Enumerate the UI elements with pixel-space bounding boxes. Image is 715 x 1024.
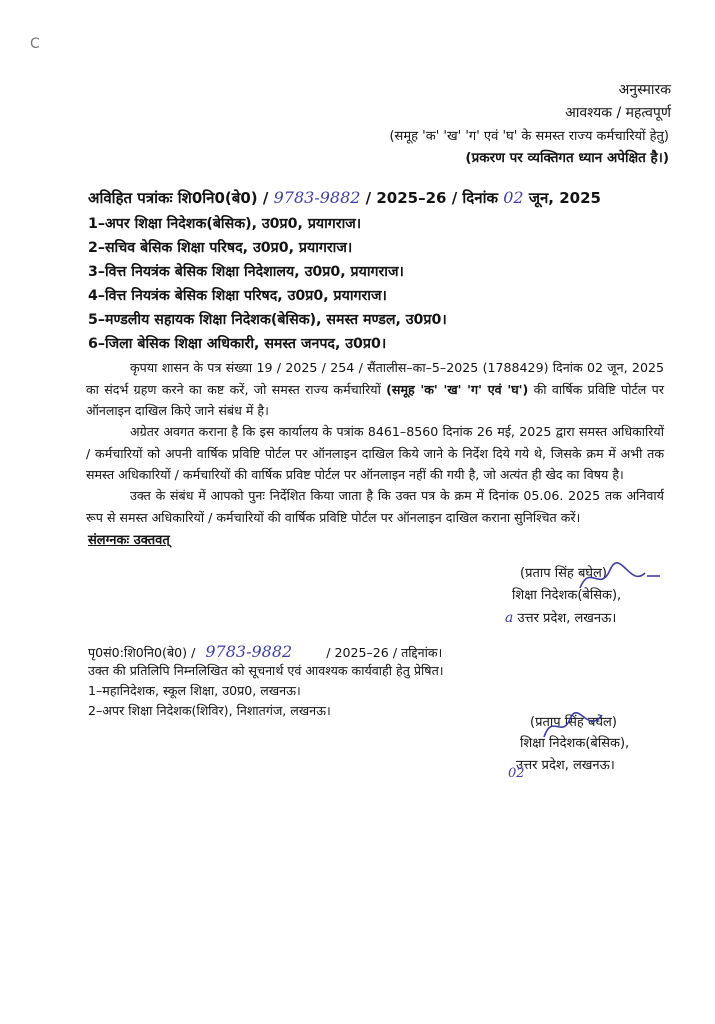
header-target-group: (समूह 'क' 'ख' 'ग' एवं 'घ' के समस्त राज्य कर्मचारियों हेतु) <box>389 129 669 144</box>
body-paragraph-1 <box>86 357 664 422</box>
handwritten-letter-number: 9783-9882 <box>273 188 361 207</box>
signature1-designation: शिक्षा निदेशक(बेसिक), <box>512 588 622 603</box>
addressee-3: 3–वित्त नियत्रंक बेसिक शिक्षा निदेशालय, उ0प्र0, प्रयागराज। <box>88 264 404 280</box>
reference-suffix: जून, 2025 <box>528 189 601 207</box>
header-reminder: अनुस्मारक <box>618 82 671 98</box>
signature2-designation: शिक्षा निदेशक(बेसिक), <box>520 736 630 751</box>
body-paragraph-3: उक्त के संबंध में आपको पुनः निर्देशित किया जाता है कि उक्त पत्र के क्रम में दिनांक 05.06. 2025 तक अनिवार्य रूप से समस्त अधिकारियों / कर्मचारियों की वार्षिक प्रविष्टि पोर्टल पर ऑनलाइन दाखिल कराना सुनिश्चित करें। <box>86 488 664 525</box>
endorsement-intro: उक्त की प्रतिलिपि निम्नलिखित को सूचनार्थ एवं आवश्यक कार्यवाही हेतु प्रेषित। <box>88 663 444 678</box>
header-attention-note: (प्रकरण पर व्यक्तिगत ध्यान अपेक्षित है।) <box>465 150 669 166</box>
reference-line <box>88 188 601 208</box>
reference-middle: / 2025–26 / दिनांक <box>365 189 498 207</box>
p1-text-start: कृपया शासन के पत्र संख्या 19 / 2025 / 254 / सैंतालीस–का–5–2025 (1788429) दिनांक 02 जून, 2025 का संदर्भ ग्रहण करने का कष्ट करें, जो समस्त राज्य कर्मचारियों <box>86 360 664 397</box>
addressee-1: 1–अपर शिक्षा निदेशक(बेसिक), उ0प्र0, प्रयागराज। <box>88 216 362 232</box>
signature1-location <box>505 608 616 626</box>
enclosure-label: संलग्नकः उक्तवत् <box>88 533 170 548</box>
signature2-name: (प्रताप सिंह बघेल) <box>530 715 617 730</box>
handwritten-date-day: 02 <box>503 188 524 207</box>
addressee-6: 6–जिला बेसिक शिक्षा अधिकारी, समस्त जनपद, उ0प्र0। <box>88 336 387 352</box>
addressee-2: 2–सचिव बेसिक शिक्षा परिषद, उ0प्र0, प्रयागराज। <box>88 240 353 256</box>
signature2-location: उत्तर प्रदेश, लखनऊ। <box>516 758 615 773</box>
p1-text-end: की वार्षिक प्रविष्टि पोर्टल पर ऑनलाइन दाखिल किऐ जाने संबंध में है। <box>86 381 664 418</box>
signature1-scribble <box>575 558 665 598</box>
endorsement-suffix: / 2025–26 / तद्दिनांक। <box>326 645 443 660</box>
reference-prefix: अविहित पत्रांकः शि0नि0(बे0) / <box>88 189 269 207</box>
header-urgency: आवश्यक / महत्वपूर्ण <box>565 105 671 121</box>
endorsement-reference <box>88 642 442 661</box>
endorsement-handwritten-number: 9783-9882 <box>205 642 293 661</box>
addressee-4: 4–वित्त नियत्रंक बेसिक शिक्षा परिषद, उ0प्र0, प्रयागराज। <box>88 288 387 304</box>
p1-group-emphasis: (समूह 'क' 'ख' 'ग' एवं 'घ') <box>386 381 529 397</box>
endorsement-prefix: पृ0सं0:शि0नि0(बे0) / <box>88 645 196 660</box>
addressee-5: 5–मण्डलीय सहायक शिक्षा निदेशक(बेसिक), समस्त मण्डल, उ0प्र0। <box>88 312 447 328</box>
signature2-initial: 02 <box>508 766 525 781</box>
endorsement-recipient-1: 1–महानिदेशक, स्कूल शिक्षा, उ0प्र0, लखनऊ। <box>88 683 301 698</box>
endorsement-recipient-2: 2–अपर शिक्षा निदेशक(शिविर), निशातगंज, लखनऊ। <box>88 703 331 718</box>
signature1-location-text: उत्तर प्रदेश, लखनऊ। <box>517 611 617 626</box>
margin-mark: C <box>30 36 40 52</box>
signature2-scribble <box>540 705 620 745</box>
signature1-initial: a <box>505 610 514 626</box>
signature1-name: (प्रताप सिंह बघेल) <box>520 566 607 581</box>
body-paragraph-2: अग्रेतर अवगत कराना है कि इस कार्यालय के पत्रांक 8461–8560 दिनांक 26 मई, 2025 द्वारा समस्त अधिकारियों / कर्मचारियों को अपनी वार्षिक प्रविष्टि पोर्टल पर ऑनलाइन दाखिल किये जाने के निर्देश दिये गये थे, जिसके क्रम में अभी तक समस्त अधिकारियों / कर्मचारियों की वार्षिक प्रविष्ट पोर्टल पर ऑनलाइन नहीं की गयी है, जो अत्यंत ही खेद का विषय है। <box>86 424 664 482</box>
